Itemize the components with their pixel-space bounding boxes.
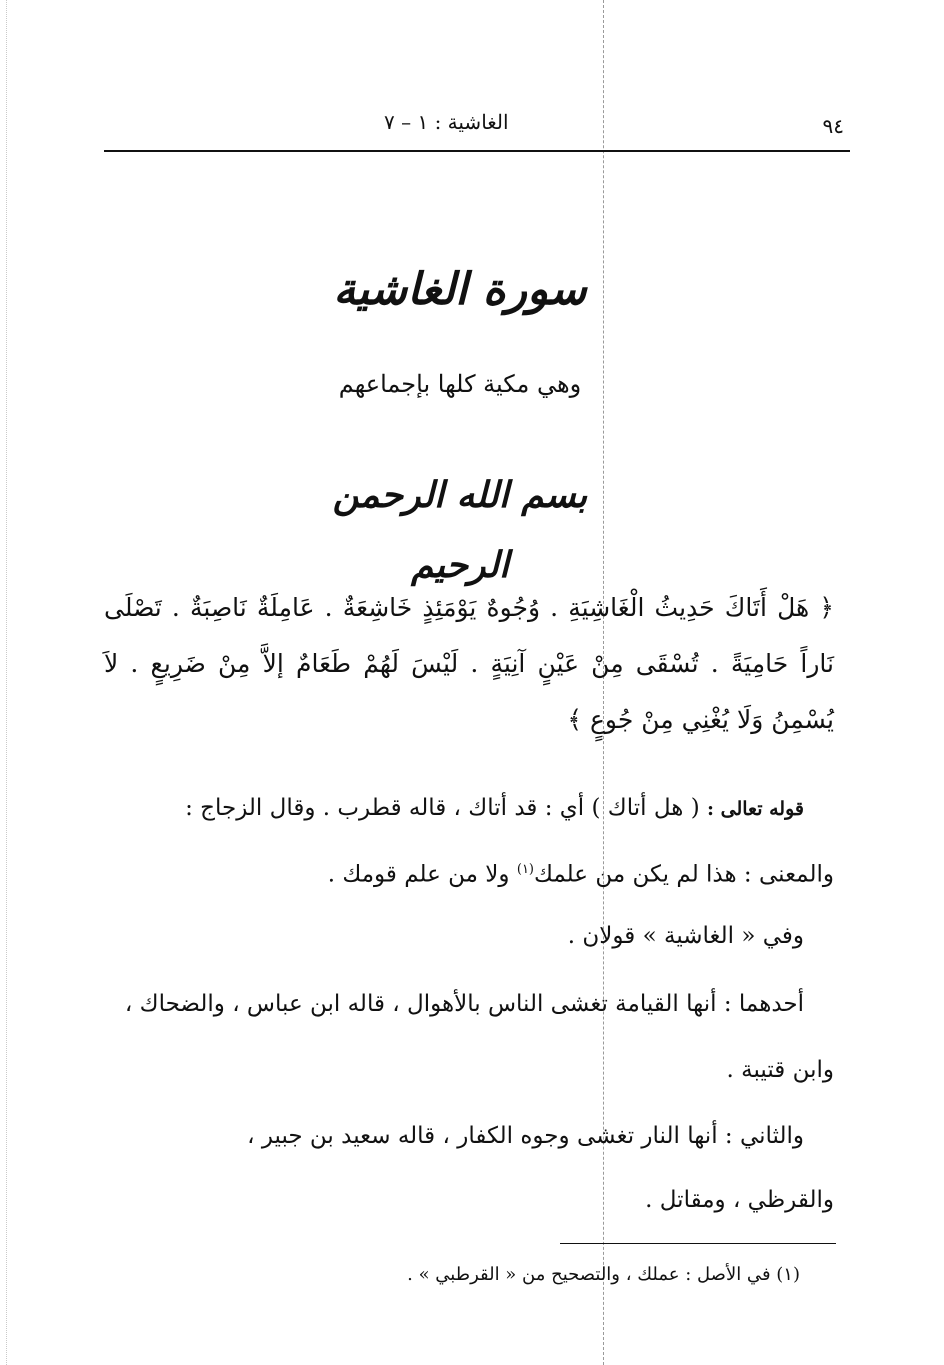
commentary-line: والقرظي ، ومقاتل .	[645, 1187, 834, 1213]
surah-title: سورة الغاشية	[333, 264, 587, 315]
header-rule	[104, 150, 850, 152]
page-edge-line	[6, 0, 7, 1365]
footnote-ref: (١)	[516, 862, 534, 877]
basmala: بسم الله الرحمن الرحيم	[332, 474, 588, 586]
quran-verses: ﴿ هَلْ أَتَاكَ حَدِيثُ الْغَاشِيَةِ . وُجُوهٌ يَوْمَئِذٍ خَاشِعَةٌ . عَامِلَةٌ نَاصِبَةٌ . تَصْلَى نَاراً حَامِيَةً . تُسْقَى مِنْ عَيْنٍ آنِيَةٍ . لَيْسَ لَهُمْ طَعَامٌ إلاَّ مِنْ ضَرِيعٍ . لاَ يُسْمِنُ وَلَا يُغْنِي مِنْ جُوعٍ ﴾	[104, 593, 834, 734]
footnote-rule	[560, 1243, 836, 1244]
page-number: ٩٤	[822, 114, 844, 138]
commentary-line: والثاني : أنها النار تغشى وجوه الكفار ، قاله سعيد بن جبير ،	[247, 1123, 804, 1149]
commentary-text: والمعنى : هذا لم يكن من علمك	[534, 861, 834, 888]
commentary-line: وفي « الغاشية » قولان .	[567, 923, 804, 949]
commentary-line	[74, 790, 834, 827]
running-head: الغاشية : ١ – ٧	[384, 110, 509, 134]
commentary-text: ولا من علم قومك .	[327, 861, 510, 888]
page-header	[104, 106, 850, 146]
footnote: (١) في الأصل : عملك ، والتصحيح من « القرطبي » .	[407, 1264, 800, 1285]
surah-note: وهي مكية كلها بإجماعهم	[338, 370, 582, 398]
commentary-line: أحدهما : أنها القيامة تغشى الناس بالأهوال ، قاله ابن عباس ، والضحاك ،	[124, 991, 804, 1017]
commentary-text: ( هل أتاك ) أي : قد أتاك ، قاله قطرب . وقال الزجاج :	[185, 795, 700, 821]
commentary-line: وابن قتيبة .	[726, 1057, 834, 1083]
commentary-line	[104, 852, 834, 893]
commentary-lead: قوله تعالى :	[707, 798, 804, 820]
